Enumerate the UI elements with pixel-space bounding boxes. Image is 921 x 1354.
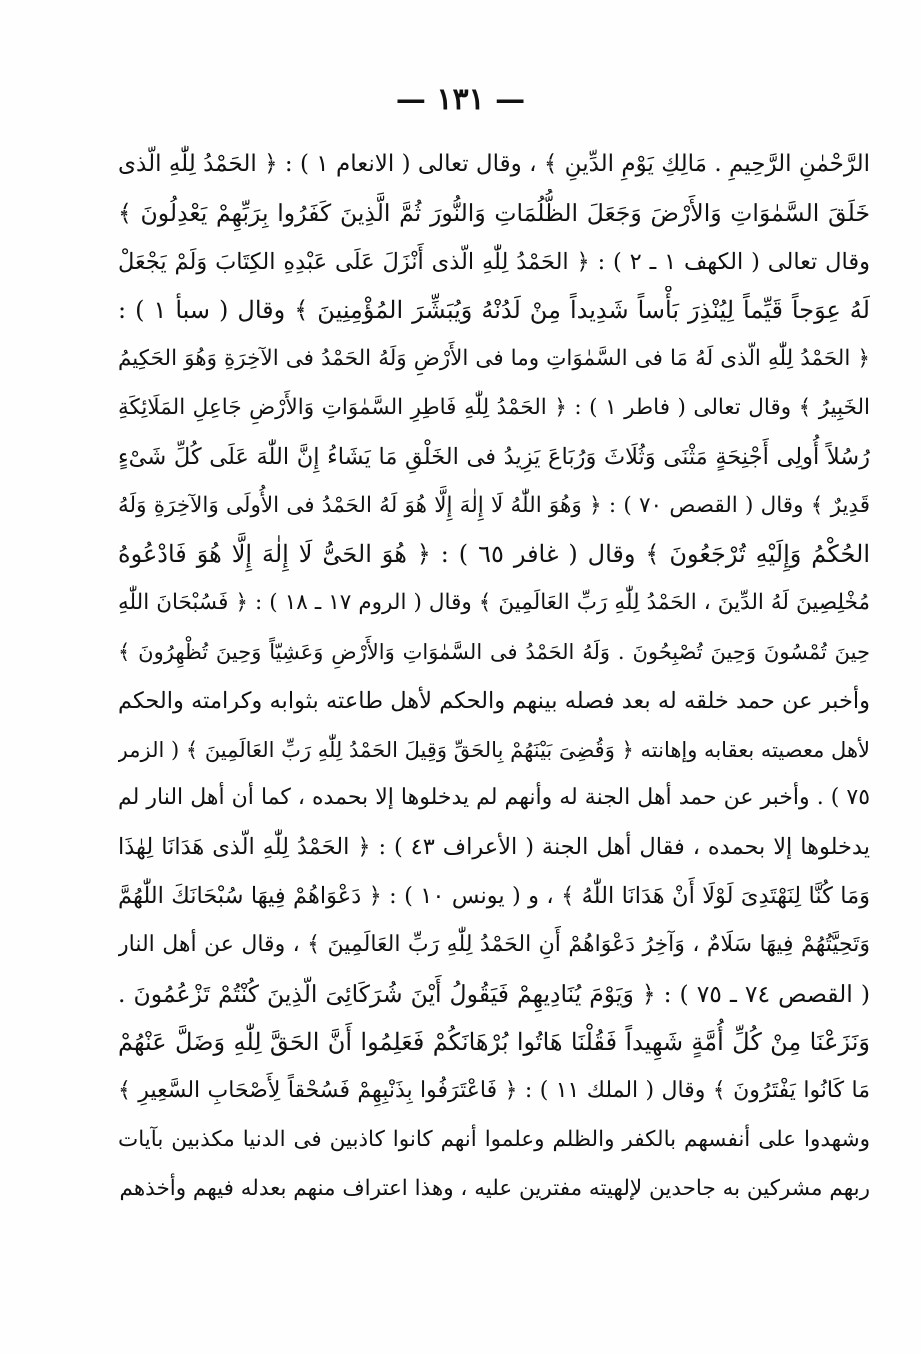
text-line-19: وَنَزَعْنَا مِنْ كُلِّ أُمَّةٍ شَهِيداً فَقُلْنَا هَاتُوا بُرْهَانَكُمْ فَعَلِمُوا أَنَّ الحَقَّ لِلّٰهِ وَضَلَّ عَنْهُمْ bbox=[118, 1028, 870, 1057]
text-line-8: قَدِيرٌ ﴾ وقال ( القصص ٧٠ ) : ﴿ وَهُوَ اللّٰهُ لَا إِلٰهَ إِلَّا هُوَ لَهُ الحَمْدُ فى الأُولَى وَالآخِرَةِ وَلَهُ bbox=[118, 492, 870, 518]
text-line-2: خَلَقَ السَّمٰوَاتِ وَالأَرْضَ وَجَعَلَ الظُّلُمَاتِ وَالنُّورَ ثُمَّ الَّذِينَ كَفَرُوا بِرَبِّهِمْ يَعْدِلُونَ ﴾ bbox=[118, 198, 870, 227]
text-line-20: مَا كَانُوا يَفْتَرُونَ ﴾ وقال ( الملك ١١ ) : ﴿ فَاعْتَرَفُوا بِذَنْبِهِمْ فَسُحْقاً لِأَصْحَابِ السَّعِيرِ ﴾ bbox=[118, 1078, 870, 1104]
page-number: — ١٣١ — bbox=[395, 82, 526, 117]
text-line-1: الرَّحْمٰنِ الرَّحِيمِ . مَالِكِ يَوْمِ الدِّينِ ﴾ ، وقال تعالى ( الانعام ١ ) : ﴿ الحَمْدُ لِلّٰهِ الّذى bbox=[118, 151, 870, 177]
text-line-6: الخَبِيرُ ﴾ وقال تعالى ( فاطر ١ ) : ﴿ الحَمْدُ لِلّٰهِ فَاطِرِ السَّمٰوَاتِ وَالأَرْضِ جَاعِلِ المَلَائِكَةِ bbox=[118, 394, 870, 420]
text-line-9: الحُكْمُ وَإِلَيْهِ تُرْجَعُونَ ﴾ وقال ( غافر ٦٥ ) : ﴿ هُوَ الحَىُّ لَا إِلٰهَ إِلَّا هُوَ فَادْعُوهُ bbox=[118, 540, 870, 569]
text-line-17: وَتَحِيَّتُهُمْ فِيهَا سَلَامٌ ، وَآخِرُ دَعْوَاهُمْ أَنِ الحَمْدُ لِلّٰهِ رَبِّ العَالَمِينَ ﴾ ، وقال عن أهل النار bbox=[118, 931, 870, 957]
text-line-16: وَمَا كُنَّا لِنَهْتَدِىَ لَوْلَا أَنْ هَدَانَا اللّٰهُ ﴾ ، و ( يونس ١٠ ) : ﴿ دَعْوَاهُمْ فِيهَا سُبْحَانَكَ اللّٰهُمَّ bbox=[118, 882, 870, 909]
text-line-18: ( القصص ٧٤ ـ ٧٥ ) : ﴿ وَيَوْمَ يُنَادِيهِمْ فَيَقُولُ أَيْنَ شُرَكَائِىَ الّذِينَ كُنْتُمْ تَزْعُمُونَ . bbox=[118, 979, 870, 1008]
text-line-13: لأهل معصيته بعقابه وإهانته ﴿ وَقُضِىَ بَيْنَهُمْ بِالحَقِّ وَقِيلَ الحَمْدُ لِلّٰهِ رَبِّ العَالَمِينَ ﴾ ( الزمر bbox=[118, 737, 870, 762]
text-line-12: وأخبر عن حمد خلقه له بعد فصله بينهم والحكم لأهل طاعته بثوابه وكرامته والحكم bbox=[118, 687, 870, 714]
text-line-14: ٧٥ ) . وأخبر عن حمد أهل الجنة له وأنهم لم يدخلوها إلا بحمده ، كما أن أهل النار لم bbox=[118, 785, 870, 811]
text-line-7: رُسُلاً أُولِى أَجْنِحَةٍ مَثْنَى وَثُلَاثَ وَرُبَاعَ يَزِيدُ فى الخَلْقِ مَا يَشَاءُ إِنَّ اللّٰهَ عَلَى كُلِّ شَىْءٍ bbox=[118, 443, 870, 470]
text-line-21: وشهدوا على أنفسهم بالكفر والظلم وعلموا أنهم كانوا كاذبين فى الدنيا مكذبين بآيات bbox=[118, 1126, 870, 1152]
text-line-10: مُخْلِصِينَ لَهُ الدِّينَ ، الحَمْدُ لِلّٰهِ رَبِّ العَالَمِينَ ﴾ وقال ( الروم ١٧ ـ ١٨ ) : ﴿ فَسُبْحَانَ اللّٰهِ bbox=[118, 590, 870, 616]
text-line-4: لَهُ عِوَجاً قَيِّماً لِيُنْذِرَ بَأْساً شَدِيداً مِنْ لَدُنْهُ وَيُبَشِّرَ المُؤْمِنِينَ ﴾ وقال ( سبأ ١ ) : bbox=[118, 296, 870, 325]
text-line-11: حِينَ تُمْسُونَ وَحِينَ تُصْبِحُونَ . وَلَهُ الحَمْدُ فى السَّمٰوَاتِ وَالأَرْضِ وَعَشِيّاً وَحِينَ تُظْهِرُونَ ﴾ bbox=[118, 639, 870, 664]
text-line-5: ﴿ الحَمْدُ لِلّٰهِ الّذى لَهُ مَا فى السَّمٰوَاتِ وما فى الأَرْضِ وَلَهُ الحَمْدُ فى الآخِرَةِ وَهُوَ الحَكِيمُ bbox=[118, 346, 870, 372]
text-line-15: يدخلوها إلا بحمده ، فقال أهل الجنة ( الأعراف ٤٣ ) : ﴿ الحَمْدُ لِلّٰهِ الّذى هَدَانَا لِهٰذَا bbox=[118, 834, 870, 861]
text-line-3: وقال تعالى ( الكهف ١ ـ ٢ ) : ﴿ الحَمْدُ لِلّٰهِ الّذى أَنْزَلَ عَلَى عَبْدِهِ الكِتَابَ وَلَمْ يَجْعَلْ bbox=[118, 248, 870, 275]
text-line-22: ربهم مشركين به جاحدين لإلهيته مفترين عليه ، وهذا اعتراف منهم بعدله فيهم وأخذهم bbox=[119, 1175, 870, 1201]
body-text bbox=[118, 140, 870, 1214]
